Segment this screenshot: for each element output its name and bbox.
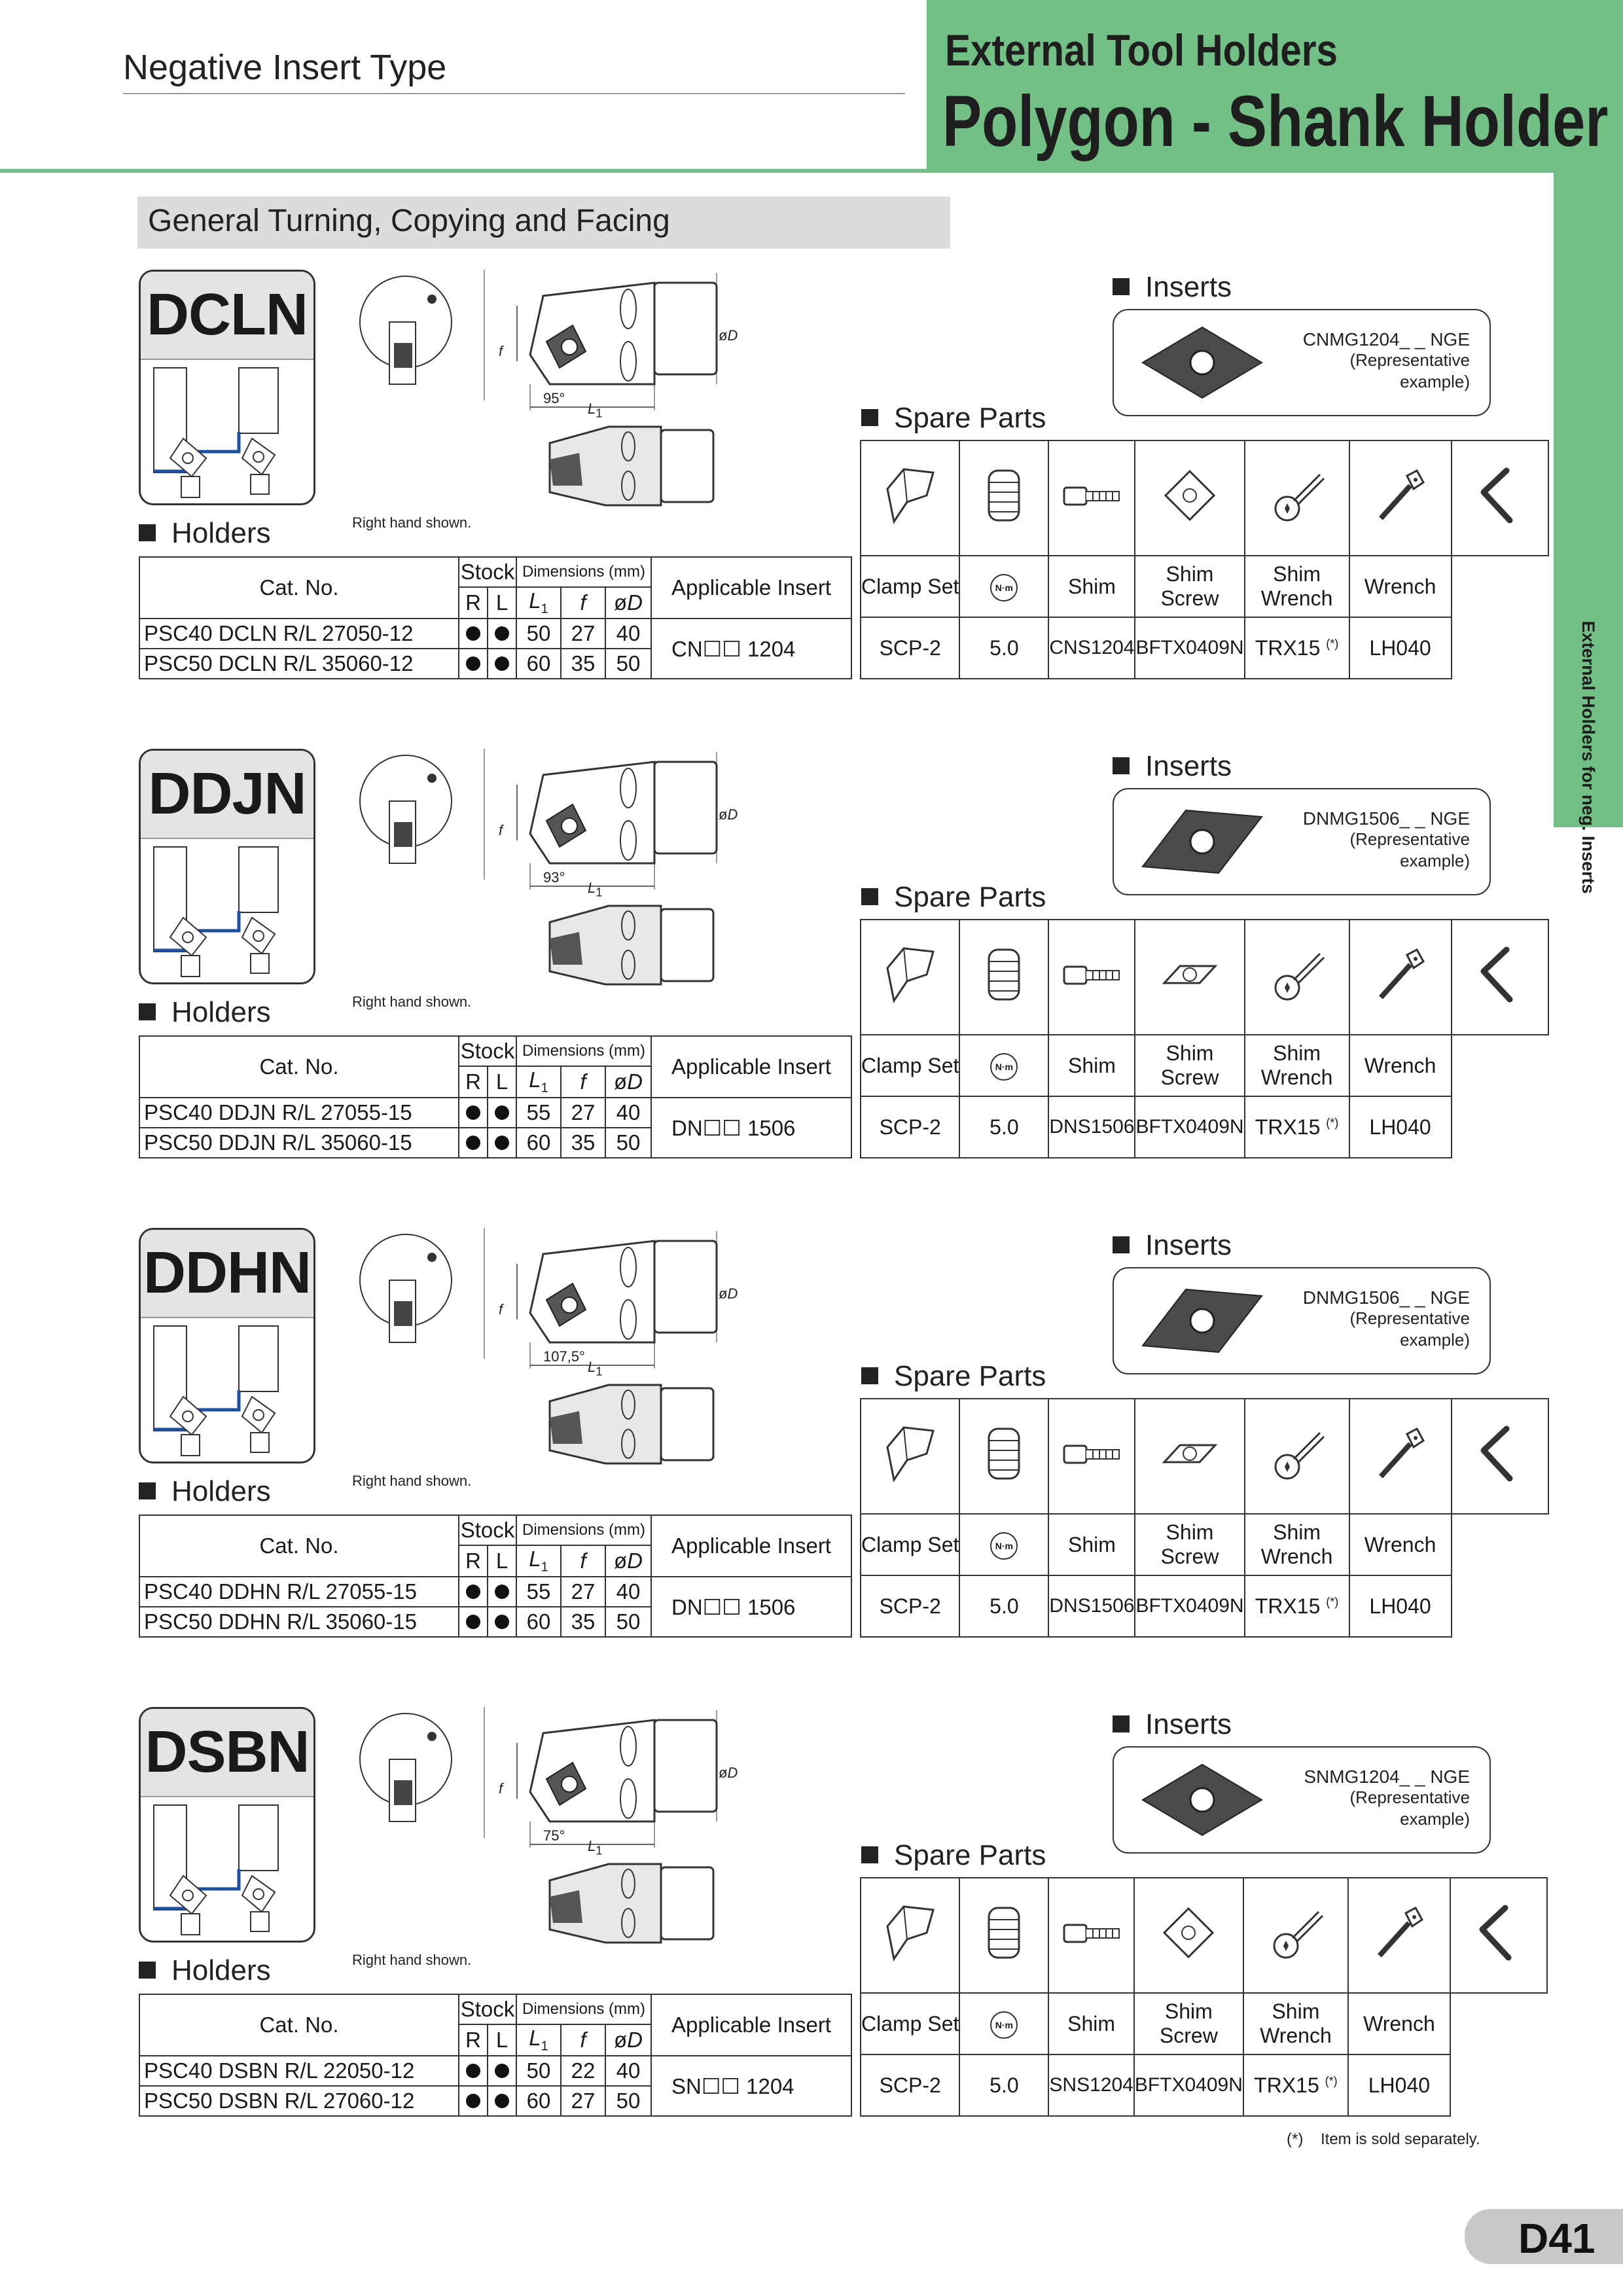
left-hand-header: L	[488, 1066, 516, 1098]
category-title: Negative Insert Type	[123, 48, 447, 87]
clamp-set-icon	[861, 440, 959, 556]
clamp-set-icon	[861, 1399, 959, 1514]
insert-note: (Representative example)	[1349, 1787, 1470, 1829]
stock-l	[488, 1577, 516, 1607]
insert-name: SNMG1204_ _ NGE	[1304, 1767, 1470, 1787]
wrench-icon	[1450, 1878, 1547, 1993]
shim-screw-icon	[1245, 440, 1349, 556]
clamp-screw-icon	[1048, 1878, 1133, 1993]
f-cell: 27	[561, 1098, 605, 1128]
spare-parts-heading: Spare Parts	[861, 402, 1046, 435]
holder-code: DDHN	[141, 1230, 313, 1318]
shim-value: DNS1506	[1048, 1096, 1135, 1158]
stock-header: Stock	[459, 557, 516, 587]
wrench-icon	[1452, 440, 1548, 556]
spare-parts-heading: Spare Parts	[861, 1360, 1046, 1393]
clamp-set-header: Clamp Set	[861, 556, 959, 617]
holders-heading: Holders	[139, 1954, 271, 1987]
shim-screw-value: BFTX0409N	[1135, 1096, 1244, 1158]
cat-no-header: Cat. No.	[139, 1515, 459, 1577]
stock-header: Stock	[459, 1036, 516, 1066]
insert-note: (Representative example)	[1349, 829, 1470, 870]
insert-icon	[1140, 325, 1264, 401]
spare-parts-heading: Spare Parts	[861, 881, 1046, 914]
shim-wrench-icon	[1348, 1878, 1450, 1993]
f-cell: 22	[561, 2056, 605, 2086]
cat-no-cell: PSC40 DSBN R/L 22050-12	[139, 2056, 459, 2086]
shim-value: CNS1204	[1048, 617, 1135, 679]
diameter-cell: 50	[605, 1607, 651, 1637]
shim-value: DNS1506	[1048, 1575, 1135, 1637]
holder-code: DCLN	[141, 272, 313, 360]
l1-header: $L_1$	[516, 2024, 561, 2056]
right-hand-note: Right hand shown.	[352, 1952, 472, 1968]
length-label: $L_1$	[588, 1838, 603, 1857]
shim-icon	[1134, 1878, 1243, 1993]
shim-wrench-value: TRX15 (*)	[1245, 617, 1349, 679]
spring-icon	[959, 1399, 1048, 1514]
applicable-insert-cell: SN☐☐ 1204	[651, 2056, 851, 2116]
left-hand-header: L	[488, 2024, 516, 2056]
clamp-screw-icon	[1048, 920, 1135, 1035]
diameter-label: øD	[719, 327, 738, 344]
stock-l	[488, 2056, 516, 2086]
shim-screw-value: BFTX0409N	[1134, 2054, 1243, 2116]
stock-r	[459, 1607, 488, 1637]
insert-note: (Representative example)	[1349, 350, 1470, 391]
cat-no-cell: PSC50 DDHN R/L 35060-15	[139, 1607, 459, 1637]
applicable-insert-header: Applicable Insert	[651, 1515, 851, 1577]
diameter-label: øD	[719, 1285, 738, 1302]
clamp-screw-icon	[1048, 1399, 1135, 1514]
diameter-cell: 40	[605, 1098, 651, 1128]
right-hand-note: Right hand shown.	[352, 514, 472, 531]
diameter-header: øD	[605, 1066, 651, 1098]
machining-diagram-icon	[141, 360, 313, 504]
right-hand-note: Right hand shown.	[352, 1473, 472, 1489]
shim-header: Shim	[1048, 1514, 1135, 1575]
shim-value: SNS1204	[1048, 2054, 1133, 2116]
shim-wrench-icon	[1349, 920, 1452, 1035]
diameter-label: øD	[719, 1765, 738, 1781]
diameter-cell: 50	[605, 649, 651, 679]
stock-header: Stock	[459, 1515, 516, 1545]
l1-header: $L_1$	[516, 587, 561, 619]
f-cell: 27	[561, 2086, 605, 2116]
machining-diagram-icon	[141, 839, 313, 983]
page-number-tab	[1465, 2209, 1623, 2264]
cat-no-header: Cat. No.	[139, 1994, 459, 2056]
approach-angle: 107,5°	[543, 1348, 585, 1365]
dimensions-header: Dimensions (mm)	[516, 557, 651, 587]
shim-header: Shim	[1048, 556, 1135, 617]
section-heading	[137, 196, 950, 249]
holder-code-box	[139, 270, 315, 505]
footnote-text: Item is sold separately.	[1321, 2130, 1480, 2148]
insert-name: DNMG1506_ _ NGE	[1302, 1287, 1470, 1308]
f-header: f	[561, 1545, 605, 1577]
spring-icon	[959, 1878, 1048, 1993]
l1-cell: 55	[516, 1098, 561, 1128]
shim-screw-header: Shim Screw	[1135, 1035, 1244, 1096]
wrench-icon	[1452, 920, 1548, 1035]
footnote-marker: (*)	[1287, 2130, 1304, 2148]
spare-parts-table	[860, 1877, 1548, 2117]
l1-cell: 60	[516, 2086, 561, 2116]
f-cell: 35	[561, 1128, 605, 1158]
torque-value: 5.0	[959, 617, 1048, 679]
torque-header	[959, 556, 1048, 617]
holder-code: DDJN	[141, 751, 313, 839]
l1-cell: 50	[516, 619, 561, 649]
cat-no-cell: PSC40 DDHN R/L 27055-15	[139, 1577, 459, 1607]
l1-header: $L_1$	[516, 1066, 561, 1098]
wrench-header: Wrench	[1348, 1993, 1450, 2054]
clamp-set-value: SCP-2	[861, 1575, 959, 1637]
shim-icon	[1135, 920, 1244, 1035]
shim-wrench-value: TRX15 (*)	[1243, 2054, 1348, 2116]
diameter-cell: 40	[605, 2056, 651, 2086]
side-tab-text: External Holders for neg. Inserts	[1578, 620, 1598, 894]
torque-value: 5.0	[959, 1096, 1048, 1158]
f-header: f	[561, 587, 605, 619]
shim-screw-icon	[1245, 920, 1349, 1035]
dimensions-header: Dimensions (mm)	[516, 1036, 651, 1066]
shim-header: Shim	[1048, 1993, 1133, 2054]
right-hand-header: R	[459, 1545, 488, 1577]
clamp-set-icon	[861, 920, 959, 1035]
shim-wrench-icon	[1349, 440, 1452, 556]
cat-no-header: Cat. No.	[139, 557, 459, 619]
wrench-value: LH040	[1348, 2054, 1450, 2116]
f-label: f	[499, 1780, 503, 1797]
category-header	[123, 47, 905, 94]
torque-icon: N·m	[990, 574, 1018, 601]
dimensions-header: Dimensions (mm)	[516, 1515, 651, 1545]
page-number: D41	[1518, 2215, 1596, 2262]
wrench-header: Wrench	[1349, 1514, 1452, 1575]
holders-heading: Holders	[139, 996, 271, 1029]
torque-value: 5.0	[959, 2054, 1048, 2116]
approach-angle: 95°	[543, 390, 565, 406]
shim-screw-icon	[1243, 1878, 1348, 1993]
spare-parts-table	[860, 919, 1549, 1158]
insert-card	[1113, 788, 1491, 895]
section-title: General Turning, Copying and Facing	[148, 204, 670, 238]
insert-card	[1113, 1267, 1491, 1374]
insert-icon	[1140, 804, 1264, 880]
insert-icon	[1140, 1283, 1264, 1359]
applicable-insert-header: Applicable Insert	[651, 1994, 851, 2056]
clamp-set-value: SCP-2	[861, 617, 959, 679]
torque-header	[959, 1993, 1048, 2054]
clamp-set-header: Clamp Set	[861, 1993, 959, 2054]
header-divider	[0, 169, 1623, 173]
footnote	[1287, 2130, 1480, 2149]
f-cell: 35	[561, 649, 605, 679]
l1-cell: 60	[516, 1607, 561, 1637]
wrench-header: Wrench	[1349, 556, 1452, 617]
torque-icon: N·m	[990, 2011, 1018, 2039]
stock-l	[488, 619, 516, 649]
shim-wrench-header: Shim Wrench	[1243, 1993, 1348, 2054]
clamp-set-value: SCP-2	[861, 2054, 959, 2116]
shim-screw-header: Shim Screw	[1135, 1514, 1244, 1575]
diameter-header: øD	[605, 587, 651, 619]
f-header: f	[561, 1066, 605, 1098]
left-hand-header: L	[488, 587, 516, 619]
stock-l	[488, 1128, 516, 1158]
holders-table	[139, 1994, 852, 2117]
approach-angle: 93°	[543, 869, 565, 886]
spare-parts-heading: Spare Parts	[861, 1839, 1046, 1872]
clamp-screw-icon	[1048, 440, 1135, 556]
stock-r	[459, 2086, 488, 2116]
holders-table	[139, 1035, 852, 1158]
stock-r	[459, 1128, 488, 1158]
wrench-value: LH040	[1349, 1575, 1452, 1637]
f-cell: 27	[561, 619, 605, 649]
wrench-value: LH040	[1349, 1096, 1452, 1158]
clamp-set-value: SCP-2	[861, 1096, 959, 1158]
holders-heading: Holders	[139, 517, 271, 550]
inserts-heading: Inserts	[1113, 1229, 1232, 1262]
wrench-icon	[1452, 1399, 1548, 1514]
l1-header: $L_1$	[516, 1545, 561, 1577]
f-label: f	[499, 343, 503, 359]
insert-card	[1113, 1746, 1491, 1854]
wrench-header: Wrench	[1349, 1035, 1452, 1096]
length-label: $L_1$	[588, 401, 603, 420]
side-tab-label[interactable]	[1554, 620, 1623, 894]
spare-parts-table	[860, 440, 1549, 679]
applicable-insert-cell: DN☐☐ 1506	[651, 1098, 851, 1158]
clamp-set-icon	[861, 1878, 959, 1993]
diameter-cell: 50	[605, 1128, 651, 1158]
right-hand-note: Right hand shown.	[352, 994, 472, 1010]
cat-no-header: Cat. No.	[139, 1036, 459, 1098]
holders-heading: Holders	[139, 1475, 271, 1508]
shim-screw-value: BFTX0409N	[1135, 1575, 1244, 1637]
dimensions-header: Dimensions (mm)	[516, 1994, 651, 2024]
holders-table	[139, 1515, 852, 1638]
machining-diagram-icon	[141, 1318, 313, 1462]
l1-cell: 55	[516, 1577, 561, 1607]
cat-no-cell: PSC40 DCLN R/L 27050-12	[139, 619, 459, 649]
torque-header	[959, 1514, 1048, 1575]
length-label: $L_1$	[588, 1359, 603, 1378]
l1-cell: 60	[516, 1128, 561, 1158]
cat-no-cell: PSC50 DCLN R/L 35060-12	[139, 649, 459, 679]
inserts-heading: Inserts	[1113, 1708, 1232, 1741]
holder-code-box	[139, 1707, 315, 1943]
insert-name: DNMG1506_ _ NGE	[1302, 808, 1470, 829]
shim-header: Shim	[1048, 1035, 1135, 1096]
title-line2: Polygon - Shank Holder	[942, 81, 1609, 162]
diameter-cell: 40	[605, 1577, 651, 1607]
spring-icon	[959, 440, 1048, 556]
insert-note: (Representative example)	[1349, 1308, 1470, 1350]
shim-wrench-header: Shim Wrench	[1245, 1514, 1349, 1575]
diameter-header: øD	[605, 1545, 651, 1577]
holder-code-box	[139, 749, 315, 984]
torque-value: 5.0	[959, 1575, 1048, 1637]
stock-l	[488, 1098, 516, 1128]
stock-l	[488, 2086, 516, 2116]
wrench-value: LH040	[1349, 617, 1452, 679]
f-cell: 35	[561, 1607, 605, 1637]
stock-l	[488, 1607, 516, 1637]
f-header: f	[561, 2024, 605, 2056]
stock-r	[459, 1577, 488, 1607]
diameter-cell: 40	[605, 619, 651, 649]
spring-icon	[959, 920, 1048, 1035]
f-label: f	[499, 1301, 503, 1318]
applicable-insert-header: Applicable Insert	[651, 1036, 851, 1098]
right-hand-header: R	[459, 587, 488, 619]
torque-icon: N·m	[990, 1532, 1018, 1560]
insert-name: CNMG1204_ _ NGE	[1302, 329, 1470, 350]
torque-header	[959, 1035, 1048, 1096]
l1-cell: 50	[516, 2056, 561, 2086]
diameter-cell: 50	[605, 2086, 651, 2116]
clamp-set-header: Clamp Set	[861, 1514, 959, 1575]
shim-wrench-header: Shim Wrench	[1245, 1035, 1349, 1096]
clamp-set-header: Clamp Set	[861, 1035, 959, 1096]
shim-screw-header: Shim Screw	[1135, 556, 1244, 617]
cat-no-cell: PSC50 DSBN R/L 27060-12	[139, 2086, 459, 2116]
stock-r	[459, 619, 488, 649]
f-cell: 27	[561, 1577, 605, 1607]
inserts-heading: Inserts	[1113, 271, 1232, 304]
stock-r	[459, 2056, 488, 2086]
left-hand-header: L	[488, 1545, 516, 1577]
shim-screw-header: Shim Screw	[1134, 1993, 1243, 2054]
machining-diagram-icon	[141, 1797, 313, 1941]
applicable-insert-cell: DN☐☐ 1506	[651, 1577, 851, 1637]
right-hand-header: R	[459, 1066, 488, 1098]
cat-no-cell: PSC40 DDJN R/L 27055-15	[139, 1098, 459, 1128]
applicable-insert-header: Applicable Insert	[651, 557, 851, 619]
length-label: $L_1$	[588, 880, 603, 899]
right-hand-header: R	[459, 2024, 488, 2056]
shim-screw-value: BFTX0409N	[1135, 617, 1244, 679]
stock-r	[459, 1098, 488, 1128]
approach-angle: 75°	[543, 1827, 565, 1844]
holder-code: DSBN	[141, 1709, 313, 1797]
holders-table	[139, 556, 852, 679]
diameter-label: øD	[719, 806, 738, 823]
insert-icon	[1140, 1762, 1264, 1838]
applicable-insert-cell: CN☐☐ 1204	[651, 619, 851, 679]
holder-code-box	[139, 1228, 315, 1463]
shim-wrench-header: Shim Wrench	[1245, 556, 1349, 617]
spare-parts-table	[860, 1398, 1549, 1638]
torque-icon: N·m	[990, 1053, 1018, 1081]
shim-wrench-value: TRX15 (*)	[1245, 1096, 1349, 1158]
stock-header: Stock	[459, 1994, 516, 2024]
shim-wrench-icon	[1349, 1399, 1452, 1514]
l1-cell: 60	[516, 649, 561, 679]
inserts-heading: Inserts	[1113, 750, 1232, 783]
shim-icon	[1135, 1399, 1244, 1514]
stock-r	[459, 649, 488, 679]
insert-card	[1113, 309, 1491, 416]
shim-screw-icon	[1245, 1399, 1349, 1514]
diameter-header: øD	[605, 2024, 651, 2056]
stock-l	[488, 649, 516, 679]
shim-icon	[1135, 440, 1244, 556]
title-line1: External Tool Holders	[945, 26, 1338, 75]
shim-wrench-value: TRX15 (*)	[1245, 1575, 1349, 1637]
cat-no-cell: PSC50 DDJN R/L 35060-15	[139, 1128, 459, 1158]
f-label: f	[499, 822, 503, 838]
